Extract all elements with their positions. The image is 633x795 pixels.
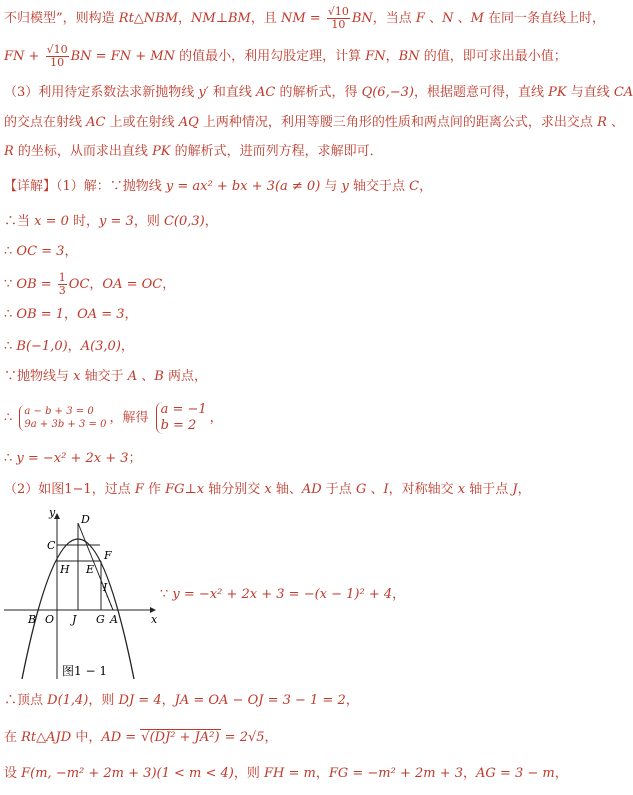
fraction-sqrt10-over-10: $\frac{√10}{10}$ — [46, 43, 68, 69]
label-y: y — [49, 506, 56, 519]
label-h: H — [60, 563, 70, 576]
text-line-8: ∴ OC = 3， — [4, 244, 78, 259]
label-a: A — [110, 613, 118, 626]
text-line-1: 不归模型”，则构造 Rt△NBM，NM⊥BM，且 NM = $\frac{√10}{10}$ BN，当点 F 、N 、M 在同一条直线上时， — [4, 5, 606, 31]
text-line-14: ∴ y = −x² + 2x + 3； — [4, 451, 142, 466]
label-c: C — [47, 539, 56, 552]
text-line-9: ∵ OB = $\frac{1}{3}$ OC，OA = OC， — [4, 271, 176, 297]
text-line-15: （2）如图1−1，过点 F 作 FG⊥x 轴分别交 x 轴、AD 于点 G 、I，对称轴交 x 轴于点 J， — [4, 482, 531, 497]
figure-caption: 图1 − 1 — [62, 664, 107, 678]
text-line-3: （3）利用待定系数法求新抛物线 y′ 和直线 AC 的解析式，得 Q(6,−3)，根据题意可得，直线 PK 与直线 CA — [4, 85, 633, 100]
equation-system: a − b + 3 = 0 9a + 3b + 3 = 0 — [19, 405, 106, 431]
text-line-16: ∵ y = −x² + 2x + 3 = −(x − 1)² + 4， — [160, 587, 406, 602]
label-j: J — [72, 613, 77, 626]
label-g: G — [96, 613, 105, 626]
label-x: x — [151, 613, 158, 626]
label-e: E — [86, 563, 95, 576]
text-line-11: ∴ B(−1,0)，A(3,0)， — [4, 339, 134, 354]
parabola-figure — [4, 506, 159, 687]
text-line-12: ∵抛物线与 x 轴交于 A 、B 两点， — [4, 369, 207, 384]
label-i: I — [103, 581, 108, 594]
text-line-18: 在 Rt△AJD 中，AD = √(DJ² + JA²) = 2√5， — [4, 730, 278, 745]
label-o: O — [45, 613, 55, 626]
text-line-7: ∴当 x = 0 时，y = 3，则 C(0,3)， — [4, 214, 218, 229]
fraction-one-third: $\frac{1}{3}$ — [58, 271, 66, 297]
fraction-sqrt10-over-10: $\frac{√10}{10}$ — [327, 5, 349, 31]
solution-system: a = −1 b = 2 — [156, 402, 207, 434]
text-line-4: 的交点在射线 AC 上或在射线 AQ 上两种情况，利用等腰三角形的性质和两点间的距离公式，求出交点 R 、 — [4, 115, 624, 130]
label-f: F — [104, 549, 112, 562]
text-line-10: ∴ OB = 1，OA = 3， — [4, 307, 138, 322]
text-line-5: R 的坐标，从而求出直线 PK 的解析式，进而列方程，求解即可． — [4, 144, 383, 159]
text-line-17: ∴顶点 D(1,4)，则 DJ = 4，JA = OA − OJ = 3 − 1 = 2， — [4, 693, 359, 708]
label-b: B — [28, 613, 37, 626]
text-line-19: 设 F(m, −m² + 2m + 3)(1 < m < 4)，则 FH = m，FG = −m² + 2m + 3，AG = 3 − m， — [4, 766, 568, 781]
label-d: D — [81, 513, 90, 526]
parabola-diagram — [4, 506, 159, 687]
text-line-2: FN + $\frac{√10}{10}$ BN = FN + MN 的值最小，利用勾股定理，计算 FN，BN 的值，即可求出最小值； — [4, 43, 567, 69]
text-line-6-detail-heading: 【详解】（1）解：∵抛物线 y = ax² + bx + 3(a ≠ 0) 与 y 轴交于点 C， — [4, 179, 433, 194]
text-line-13-system: ∴ a − b + 3 = 0 9a + 3b + 3 = 0 ，解得 a = −1 b = 2 ， — [4, 402, 223, 433]
